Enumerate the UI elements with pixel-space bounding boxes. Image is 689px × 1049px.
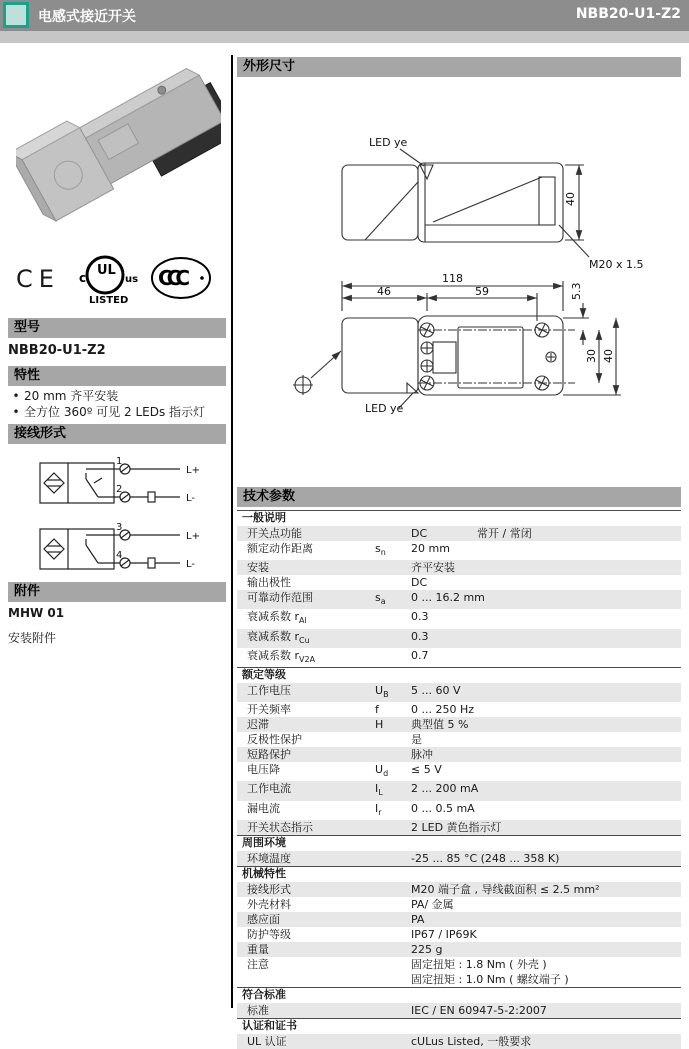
row-value: -25 ... 85 °C (248 ... 358 K): [411, 851, 560, 865]
row-label: 注意: [247, 957, 269, 971]
table-row: [237, 897, 681, 912]
row-value: 0 ... 16.2 mm: [411, 591, 485, 605]
row-symbol: $I_r$: [375, 801, 382, 817]
page-title: 电感式接近开关: [38, 9, 136, 25]
row-symbol: $U_d$: [375, 763, 389, 779]
tech-section-header: 机械特性: [237, 866, 681, 882]
row-value: 0 ... 0.5 mA: [411, 801, 475, 815]
row-symbol: [375, 912, 411, 927]
ul-listed-icon: [70, 253, 140, 305]
row-value: 脉冲: [411, 748, 433, 762]
table-row: [237, 851, 681, 866]
row-symbol: [375, 1034, 411, 1049]
terminal-number: 4: [116, 550, 123, 561]
feature-item: [8, 388, 205, 404]
row-symbol: [375, 957, 411, 987]
row-symbol: [375, 575, 411, 590]
row-label: 安装: [247, 561, 269, 575]
terminal-number: 3: [116, 522, 123, 533]
row-symbol: H: [375, 718, 384, 732]
row-label: 重量: [247, 942, 269, 956]
ccc-mark-icon: [150, 255, 212, 301]
table-row: [237, 882, 681, 897]
feature-item: [8, 404, 205, 420]
row-label: 接线形式: [247, 882, 291, 896]
row-label: 迟滞: [247, 718, 269, 732]
section-header-connection: 接线形式: [8, 424, 226, 444]
row-symbol: $U_B$: [375, 683, 389, 700]
row-value: 0.7: [411, 648, 429, 662]
table-row: [237, 762, 681, 781]
svg-text:c: c: [79, 271, 87, 285]
svg-text:CCC: CCC: [158, 266, 185, 290]
certification-marks: [8, 253, 226, 308]
header-substrip: [0, 31, 689, 43]
led-label-side: LED ye: [369, 136, 408, 149]
product-model-title: NBB20-U1-Z2: [575, 6, 681, 22]
row-symbol: [375, 629, 411, 648]
rail-label: L+: [186, 465, 200, 476]
led-label-top: LED ye: [365, 402, 404, 415]
row-label: 工作电流: [247, 782, 291, 796]
dim-59: 59: [475, 285, 489, 298]
row-label: 工作电压: [247, 683, 291, 697]
table-row: [237, 1034, 681, 1049]
row-symbol: [375, 560, 411, 575]
table-row: [237, 541, 681, 560]
row-symbol: [375, 820, 411, 835]
row-value: IEC / EN 60947-5-2:2007: [411, 1003, 547, 1017]
row-symbol: [375, 942, 411, 957]
row-symbol: [375, 526, 411, 541]
tech-section-header: 一般说明: [237, 510, 681, 526]
table-row: [237, 781, 681, 800]
row-value: IP67 / IP69K: [411, 927, 477, 941]
section-header-dimensions: 外形尺寸: [237, 57, 681, 77]
row-label: 标准: [247, 1003, 269, 1017]
row-value: 0 ... 250 Hz: [411, 703, 475, 717]
table-row: [237, 820, 681, 835]
rail-label: L+: [186, 531, 200, 542]
row-symbol: [375, 609, 411, 628]
terminal-number: 1: [116, 456, 123, 467]
row-value: PA/ 金属: [411, 897, 454, 911]
row-label: 衰减系数 $r_{Al}$: [247, 610, 307, 626]
terminal-number: 2: [116, 484, 123, 495]
row-label: 衰减系数 $r_{Cu}$: [247, 629, 310, 645]
row-symbol: [375, 897, 411, 912]
tech-table: [237, 510, 681, 1049]
dim-46: 46: [377, 285, 391, 298]
section-header-features: 特性: [8, 366, 226, 386]
svg-text:UL: UL: [97, 263, 116, 278]
row-value: 齐平安装: [411, 561, 455, 575]
row-symbol: f: [375, 703, 379, 717]
table-row: [237, 927, 681, 942]
row-value: 20 mm: [411, 542, 450, 555]
row-value: 5 ... 60 V: [411, 683, 461, 697]
table-row: [237, 702, 681, 717]
row-symbol: [375, 882, 411, 897]
row-value: DC: [411, 576, 428, 590]
features-list: [8, 388, 205, 420]
accessory-description: 安装附件: [8, 631, 57, 645]
row-symbol: [375, 648, 411, 667]
row-value: PA: [411, 912, 425, 926]
row-label: 开关频率: [247, 703, 291, 717]
svg-text:us: us: [125, 274, 139, 285]
row-label: 输出极性: [247, 576, 291, 590]
dim-40-side: 40: [564, 192, 577, 206]
table-row: [237, 732, 681, 747]
page-header-bar: [0, 0, 689, 31]
table-row: [237, 747, 681, 762]
dimension-drawing: [237, 85, 681, 485]
row-label: 电压降: [247, 763, 280, 777]
dim-5-3: 5.3: [570, 282, 583, 300]
row-label: 额定动作距离: [247, 542, 313, 555]
section-header-tech: 技术参数: [237, 487, 681, 507]
row-symbol: [375, 1003, 411, 1018]
row-symbol: $I_L$: [375, 782, 383, 798]
row-value: 2 ... 200 mA: [411, 782, 479, 796]
row-label: 衰减系数 $r_{V2A}$: [247, 648, 316, 664]
table-row: [237, 1003, 681, 1018]
tech-section-header: 符合标准: [237, 987, 681, 1003]
row-value: 2 LED 黄色指示灯: [411, 820, 502, 834]
row-symbol: [375, 732, 411, 747]
row-value: ≤ 5 V: [411, 763, 442, 777]
row-value: 典型值 5 %: [411, 718, 469, 732]
table-row: [237, 526, 681, 541]
dim-40-top: 40: [602, 349, 615, 363]
row-symbol: $s_a$: [375, 591, 386, 607]
feature-text: 20 mm 齐平安装: [24, 389, 119, 403]
table-row: [237, 648, 681, 667]
table-row: [237, 957, 681, 987]
row-label: 环境温度: [247, 851, 291, 865]
table-row: [237, 717, 681, 732]
row-symbol: [375, 747, 411, 762]
wiring-diagram: [8, 455, 226, 583]
m20-label: M20 x 1.5: [589, 258, 644, 271]
table-row: [237, 629, 681, 648]
rail-label: L-: [186, 559, 196, 570]
brand-square-icon: [3, 2, 29, 28]
tech-section-header: 认证和证书: [237, 1018, 681, 1034]
row-label: 感应面: [247, 912, 280, 926]
table-row: [237, 590, 681, 609]
table-row: [237, 609, 681, 628]
row-symbol: $s_n$: [375, 542, 386, 558]
table-row: [237, 801, 681, 820]
svg-text:LISTED: LISTED: [89, 295, 129, 305]
row-label: 开关点功能: [247, 527, 302, 540]
accessory-model: MHW 01: [8, 606, 65, 620]
tech-section-header: 额定等级: [237, 667, 681, 683]
row-value: cULus Listed, 一般要求: [411, 1034, 532, 1048]
rail-label: L-: [186, 493, 196, 504]
table-row: [237, 683, 681, 702]
product-photo: [16, 51, 221, 251]
feature-text: 全方位 360º 可见 2 LEDs 指示灯: [24, 405, 206, 419]
row-label: 防护等级: [247, 927, 291, 941]
row-value: 固定扭矩 : 1.8 Nm ( 外壳 ) 固定扭矩 : 1.0 Nm ( 螺纹端子 ): [411, 957, 569, 986]
table-row: [237, 560, 681, 575]
row-label: 开关状态指示: [247, 820, 313, 834]
row-value: 0.3: [411, 610, 429, 624]
model-number: NBB20-U1-Z2: [8, 343, 106, 358]
tech-section-header: 周围环境: [237, 835, 681, 851]
row-value: 是: [411, 733, 422, 747]
table-row: [237, 942, 681, 957]
row-label: 短路保护: [247, 748, 291, 762]
dim-118: 118: [442, 272, 463, 285]
row-label: UL 认证: [247, 1034, 287, 1048]
row-value: 0.3: [411, 629, 429, 643]
row-symbol: [375, 851, 411, 866]
column-divider: [231, 55, 233, 1008]
bullet-icon: •: [12, 405, 20, 419]
section-header-model: 型号: [8, 318, 226, 338]
row-value: DC 常开 / 常闭: [411, 527, 532, 540]
bullet-icon: •: [12, 389, 20, 403]
row-label: 反极性保护: [247, 733, 302, 747]
ce-mark-icon: CE: [16, 265, 60, 293]
row-label: 外壳材料: [247, 897, 291, 911]
row-value: 225 g: [411, 942, 443, 956]
row-value: M20 端子盒 , 导线截面积 ≤ 2.5 mm²: [411, 882, 600, 896]
row-symbol: [375, 927, 411, 942]
table-row: [237, 912, 681, 927]
row-label: 可靠动作范围: [247, 591, 313, 605]
dim-30: 30: [585, 349, 598, 363]
section-header-accessories: 附件: [8, 582, 226, 602]
table-row: [237, 575, 681, 590]
row-label: 漏电流: [247, 801, 280, 815]
